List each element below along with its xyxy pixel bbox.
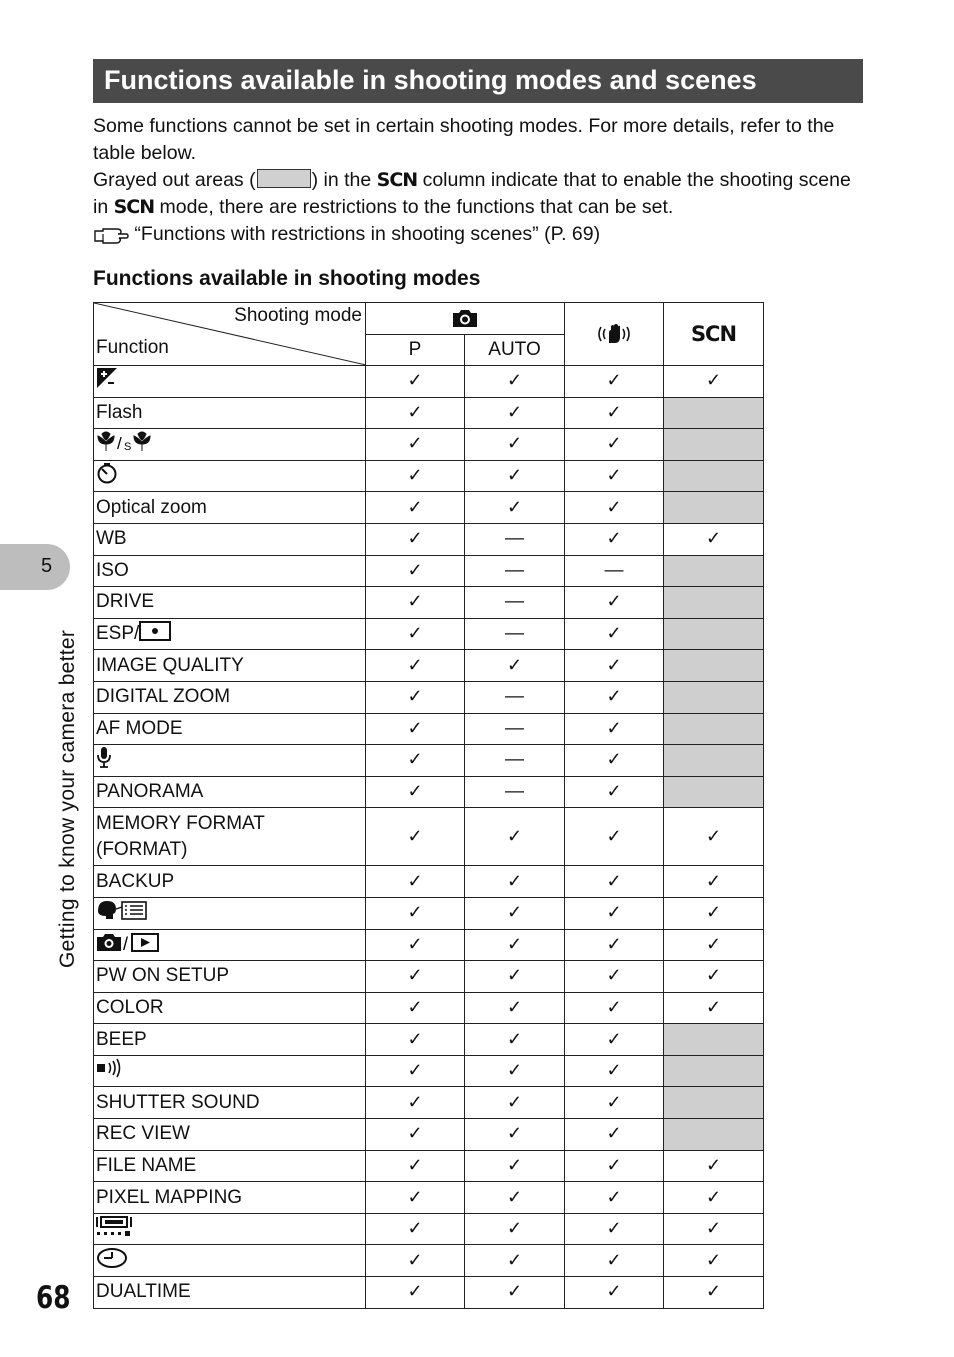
grayed-cell xyxy=(664,650,764,682)
check-mark: ✓ xyxy=(664,366,764,398)
function-label: ISO xyxy=(96,559,129,581)
table-row xyxy=(94,713,764,745)
function-cell xyxy=(94,397,366,429)
check-mark: ✓ xyxy=(366,1055,465,1087)
grayed-cell xyxy=(664,555,764,587)
function-cell xyxy=(94,1119,366,1151)
grayed-cell xyxy=(664,681,764,713)
dash-mark: — xyxy=(465,681,565,713)
macro-supermacro-icon xyxy=(96,430,152,458)
check-mark: ✓ xyxy=(664,808,764,866)
header-image-stabilization xyxy=(565,303,664,366)
dash-mark: — xyxy=(465,713,565,745)
functions-table xyxy=(93,302,764,1309)
grayed-cell xyxy=(664,397,764,429)
function-label: DUALTIME xyxy=(96,1281,191,1303)
check-mark: ✓ xyxy=(565,366,664,398)
check-mark: ✓ xyxy=(465,1087,565,1119)
table-row xyxy=(94,681,764,713)
reference-hand-icon xyxy=(93,225,129,245)
title-bar xyxy=(93,59,863,103)
check-mark: ✓ xyxy=(366,961,465,993)
camera-icon xyxy=(451,308,479,328)
table-row xyxy=(94,1277,764,1309)
grayed-cell xyxy=(664,460,764,492)
table-row xyxy=(94,429,764,461)
check-mark: ✓ xyxy=(366,523,465,555)
check-mark: ✓ xyxy=(565,808,664,866)
check-mark: ✓ xyxy=(565,992,664,1024)
grayed-cell xyxy=(664,587,764,619)
dash-mark: — xyxy=(565,555,664,587)
check-mark: ✓ xyxy=(366,650,465,682)
check-mark: ✓ xyxy=(664,897,764,929)
check-mark: ✓ xyxy=(565,397,664,429)
check-mark: ✓ xyxy=(366,587,465,619)
check-mark: ✓ xyxy=(664,961,764,993)
check-mark: ✓ xyxy=(366,866,465,898)
check-mark: ✓ xyxy=(565,618,664,650)
function-cell xyxy=(94,776,366,808)
svg-text:/: / xyxy=(123,933,129,953)
check-mark: ✓ xyxy=(366,1024,465,1056)
table-row xyxy=(94,1024,764,1056)
gray-swatch xyxy=(257,169,311,188)
function-label: COLOR xyxy=(96,996,164,1018)
check-mark: ✓ xyxy=(565,1150,664,1182)
check-mark: ✓ xyxy=(366,745,465,777)
table-row xyxy=(94,650,764,682)
function-cell xyxy=(94,1213,366,1245)
check-mark: ✓ xyxy=(465,1245,565,1277)
function-cell xyxy=(94,555,366,587)
table-row xyxy=(94,992,764,1024)
check-mark: ✓ xyxy=(465,897,565,929)
page-title: Functions available in shooting modes and scenes xyxy=(104,65,757,95)
grayed-cell xyxy=(664,745,764,777)
grayed-cell xyxy=(664,1087,764,1119)
check-mark: ✓ xyxy=(366,1182,465,1214)
check-mark: ✓ xyxy=(465,961,565,993)
check-mark: ✓ xyxy=(664,866,764,898)
check-mark: ✓ xyxy=(366,460,465,492)
header-shooting-mode: Shooting mode xyxy=(234,305,362,326)
function-label: ESP/ xyxy=(96,623,140,645)
table-row xyxy=(94,1119,764,1151)
function-cell xyxy=(94,523,366,555)
table-row xyxy=(94,776,764,808)
scn-icon: SCN xyxy=(113,196,155,218)
grayed-cell xyxy=(664,618,764,650)
check-mark: ✓ xyxy=(565,713,664,745)
check-mark: ✓ xyxy=(366,1119,465,1151)
header-scn xyxy=(664,303,764,366)
section-subheading: Functions available in shooting modes xyxy=(93,267,481,290)
check-mark: ✓ xyxy=(565,429,664,461)
function-cell xyxy=(94,713,366,745)
check-mark: ✓ xyxy=(366,1277,465,1309)
check-mark: ✓ xyxy=(565,460,664,492)
table-row xyxy=(94,897,764,929)
function-label: AF MODE xyxy=(96,717,183,739)
intro-text xyxy=(93,113,863,248)
spot-metering-icon xyxy=(139,621,171,647)
function-cell xyxy=(94,1277,366,1309)
check-mark: ✓ xyxy=(565,1182,664,1214)
function-cell xyxy=(94,992,366,1024)
table-row xyxy=(94,523,764,555)
check-mark: ✓ xyxy=(664,1213,764,1245)
check-mark: ✓ xyxy=(366,1087,465,1119)
check-mark: ✓ xyxy=(565,1119,664,1151)
check-mark: ✓ xyxy=(366,808,465,866)
check-mark: ✓ xyxy=(465,397,565,429)
function-label: BEEP xyxy=(96,1028,147,1050)
check-mark: ✓ xyxy=(366,1213,465,1245)
clock-icon xyxy=(96,1247,128,1275)
dash-mark: — xyxy=(465,745,565,777)
header-function: Function xyxy=(96,337,169,358)
function-label: BACKUP xyxy=(96,870,175,892)
table-row xyxy=(94,587,764,619)
check-mark: ✓ xyxy=(565,745,664,777)
check-mark: ✓ xyxy=(366,776,465,808)
camera-playback-icon xyxy=(96,931,162,959)
image-stabilization-icon xyxy=(597,323,631,345)
table-row xyxy=(94,961,764,993)
table-row xyxy=(94,808,764,866)
check-mark: ✓ xyxy=(465,1150,565,1182)
check-mark: ✓ xyxy=(565,1024,664,1056)
check-mark: ✓ xyxy=(565,650,664,682)
function-label: REC VIEW xyxy=(96,1123,190,1145)
function-cell xyxy=(94,429,366,461)
check-mark: ✓ xyxy=(366,713,465,745)
table-row xyxy=(94,745,764,777)
table-row xyxy=(94,1245,764,1277)
check-mark: ✓ xyxy=(465,460,565,492)
check-mark: ✓ xyxy=(565,866,664,898)
scn-icon: SCN xyxy=(376,169,418,191)
grayed-cell xyxy=(664,492,764,524)
check-mark: ✓ xyxy=(465,992,565,1024)
function-cell xyxy=(94,1087,366,1119)
dash-mark: — xyxy=(465,523,565,555)
function-label: MEMORY FORMAT xyxy=(96,812,265,834)
self-timer-icon xyxy=(96,462,118,490)
svg-text:S: S xyxy=(124,441,132,453)
function-cell xyxy=(94,492,366,524)
check-mark: ✓ xyxy=(366,897,465,929)
table-row xyxy=(94,1213,764,1245)
check-mark: ✓ xyxy=(465,492,565,524)
check-mark: ✓ xyxy=(465,1119,565,1151)
check-mark: ✓ xyxy=(565,587,664,619)
check-mark: ✓ xyxy=(664,1277,764,1309)
header-p: P xyxy=(366,334,465,366)
check-mark: ✓ xyxy=(366,492,465,524)
exposure-compensation-icon xyxy=(96,367,118,395)
function-cell xyxy=(94,1024,366,1056)
header-auto: AUTO xyxy=(465,334,565,366)
function-cell xyxy=(94,961,366,993)
table-row xyxy=(94,366,764,398)
check-mark: ✓ xyxy=(465,650,565,682)
chapter-number: 5 xyxy=(41,555,53,577)
function-label: Optical zoom xyxy=(96,496,207,518)
function-cell xyxy=(94,808,366,866)
function-label: DIGITAL ZOOM xyxy=(96,686,231,708)
check-mark: ✓ xyxy=(366,929,465,961)
header-diagonal-cell xyxy=(94,303,366,366)
grayed-cell xyxy=(664,776,764,808)
dash-mark: — xyxy=(465,587,565,619)
function-label: PW ON SETUP xyxy=(96,965,230,987)
intro-line-2: Grayed out areas ( ) in the SCN column indicate that to enable the shooting scene in SCN mode, there are restrictions to the functions that can be set. xyxy=(93,169,851,218)
reference-line: “Functions with restrictions in shooting scenes” (P. 69) xyxy=(93,221,863,248)
check-mark: ✓ xyxy=(366,429,465,461)
check-mark: ✓ xyxy=(366,397,465,429)
table-row xyxy=(94,1055,764,1087)
language-icon xyxy=(96,899,148,927)
table-row xyxy=(94,492,764,524)
check-mark: ✓ xyxy=(565,492,664,524)
function-cell xyxy=(94,587,366,619)
check-mark: ✓ xyxy=(565,1277,664,1309)
scn-icon: SCN xyxy=(690,321,737,346)
table-row xyxy=(94,618,764,650)
check-mark: ✓ xyxy=(664,523,764,555)
function-label: FILE NAME xyxy=(96,1154,197,1176)
grayed-cell xyxy=(664,429,764,461)
svg-text:/: / xyxy=(117,434,122,453)
page-number: 68 xyxy=(36,1280,71,1316)
check-mark: ✓ xyxy=(565,1055,664,1087)
table-row xyxy=(94,397,764,429)
function-cell xyxy=(94,929,366,961)
check-mark: ✓ xyxy=(465,1182,565,1214)
function-cell xyxy=(94,745,366,777)
grayed-cell xyxy=(664,1024,764,1056)
microphone-icon xyxy=(96,746,112,774)
header-camera-mode xyxy=(366,303,565,335)
check-mark: ✓ xyxy=(465,1277,565,1309)
check-mark: ✓ xyxy=(565,897,664,929)
check-mark: ✓ xyxy=(366,1150,465,1182)
check-mark: ✓ xyxy=(664,1150,764,1182)
chapter-title-vertical: Getting to know your camera better xyxy=(56,629,79,968)
function-cell xyxy=(94,1245,366,1277)
function-label: DRIVE xyxy=(96,591,155,613)
function-cell xyxy=(94,897,366,929)
table-row xyxy=(94,555,764,587)
table-row xyxy=(94,1087,764,1119)
check-mark: ✓ xyxy=(664,929,764,961)
monitor-brightness-icon xyxy=(96,1215,132,1243)
check-mark: ✓ xyxy=(465,866,565,898)
check-mark: ✓ xyxy=(465,1213,565,1245)
check-mark: ✓ xyxy=(366,618,465,650)
check-mark: ✓ xyxy=(366,681,465,713)
check-mark: ✓ xyxy=(465,366,565,398)
check-mark: ✓ xyxy=(565,776,664,808)
grayed-cell xyxy=(664,1055,764,1087)
check-mark: ✓ xyxy=(565,961,664,993)
check-mark: ✓ xyxy=(565,523,664,555)
check-mark: ✓ xyxy=(465,929,565,961)
check-mark: ✓ xyxy=(664,1245,764,1277)
check-mark: ✓ xyxy=(565,1213,664,1245)
dash-mark: — xyxy=(465,776,565,808)
function-cell xyxy=(94,650,366,682)
function-label: Flash xyxy=(96,401,143,423)
function-cell xyxy=(94,366,366,398)
function-cell xyxy=(94,618,366,650)
function-label: WB xyxy=(96,528,127,550)
check-mark: ✓ xyxy=(366,555,465,587)
check-mark: ✓ xyxy=(465,808,565,866)
function-label: SHUTTER SOUND xyxy=(96,1091,260,1113)
function-cell xyxy=(94,1182,366,1214)
check-mark: ✓ xyxy=(565,681,664,713)
check-mark: ✓ xyxy=(465,1055,565,1087)
function-cell xyxy=(94,866,366,898)
table-row xyxy=(94,866,764,898)
check-mark: ✓ xyxy=(366,366,465,398)
check-mark: ✓ xyxy=(465,1024,565,1056)
check-mark: ✓ xyxy=(565,1245,664,1277)
function-cell xyxy=(94,460,366,492)
function-cell xyxy=(94,681,366,713)
check-mark: ✓ xyxy=(465,429,565,461)
function-label-line-2: (FORMAT) xyxy=(96,838,188,860)
check-mark: ✓ xyxy=(565,929,664,961)
check-mark: ✓ xyxy=(664,1182,764,1214)
table-row xyxy=(94,1182,764,1214)
function-label: PANORAMA xyxy=(96,781,204,803)
check-mark: ✓ xyxy=(366,1245,465,1277)
dash-mark: — xyxy=(465,618,565,650)
grayed-cell xyxy=(664,713,764,745)
dash-mark: — xyxy=(465,555,565,587)
function-cell xyxy=(94,1150,366,1182)
table-row xyxy=(94,929,764,961)
chapter-tab xyxy=(0,544,70,590)
table-row xyxy=(94,1150,764,1182)
function-label: IMAGE QUALITY xyxy=(96,654,244,676)
function-cell xyxy=(94,1055,366,1087)
check-mark: ✓ xyxy=(366,992,465,1024)
intro-line-1: Some functions cannot be set in certain shooting modes. For more details, refer to the table below. xyxy=(93,115,835,164)
grayed-cell xyxy=(664,1119,764,1151)
speaker-icon xyxy=(96,1057,126,1085)
check-mark: ✓ xyxy=(664,992,764,1024)
function-label: PIXEL MAPPING xyxy=(96,1186,243,1208)
table-row xyxy=(94,460,764,492)
check-mark: ✓ xyxy=(565,1087,664,1119)
